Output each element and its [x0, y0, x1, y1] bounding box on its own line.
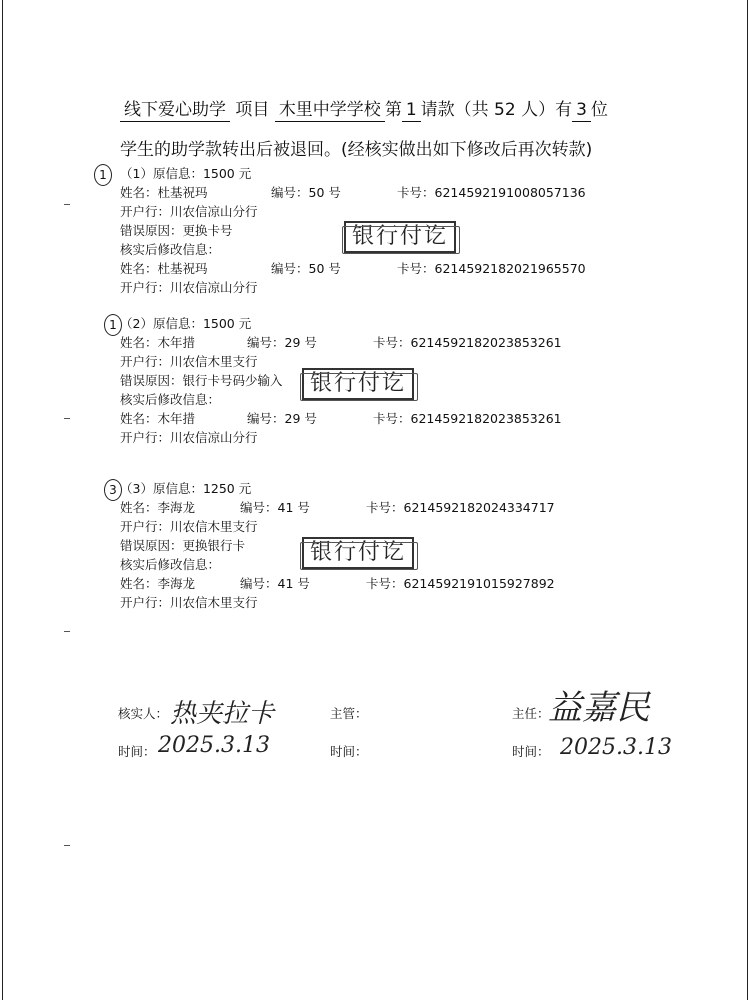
- left-edge-line: [2, 0, 3, 1000]
- bank-label: 开户行：: [120, 595, 171, 610]
- right-edge-line: [747, 0, 748, 1000]
- name-label: 姓名：: [120, 335, 158, 350]
- new-card-value: 6214592182023853261: [410, 411, 562, 426]
- name-label: 姓名：: [120, 261, 158, 276]
- director-label: 主任：: [512, 706, 550, 721]
- after-verify-label: 核实后修改信息：: [120, 242, 221, 257]
- bank-label: 开户行：: [120, 354, 171, 369]
- verifier-signature: 热夹拉卡: [170, 699, 275, 729]
- returned-count: 3: [572, 100, 591, 122]
- margin-dash: [64, 845, 70, 846]
- bank-row: [120, 517, 258, 535]
- unit-word: 位: [590, 100, 608, 120]
- new-number-value: 29 号: [284, 411, 317, 426]
- number-label: 编号：: [240, 500, 278, 515]
- bank-paid-stamp: 银行付讫: [302, 368, 414, 400]
- name-value: 木年措: [157, 335, 196, 350]
- name-row: [120, 498, 195, 516]
- number-value: 50 号: [308, 185, 341, 200]
- bank-row: [120, 202, 258, 220]
- number-label: 编号：: [271, 185, 309, 200]
- card-label: 卡号：: [366, 576, 404, 591]
- nth-prefix: 第: [384, 100, 402, 120]
- reason-row: [120, 371, 283, 389]
- bank-value: 川农信木里支行: [170, 354, 258, 369]
- margin-dash: [64, 204, 70, 205]
- number-label: 编号：: [240, 576, 278, 591]
- new-name-row: [120, 259, 208, 277]
- supervisor-time-label: 时间：: [330, 744, 368, 759]
- batch-number: 1: [402, 100, 421, 122]
- new-card-field: [366, 574, 555, 592]
- handwritten-circled-number: 1: [104, 314, 122, 336]
- new-number-value: 50 号: [308, 261, 341, 276]
- number-field: [271, 183, 341, 201]
- reason-row: [120, 221, 233, 239]
- bank-value: 川农信凉山分行: [170, 204, 258, 219]
- reason-label: 错误原因：: [120, 223, 183, 238]
- number-value: 29 号: [284, 335, 317, 350]
- name-label: 姓名：: [120, 185, 158, 200]
- project-word: 项目: [235, 100, 270, 120]
- name-value: 李海龙: [157, 500, 196, 515]
- number-field: [240, 498, 310, 516]
- name-label: 姓名：: [120, 576, 158, 591]
- new-name-value: 杜基祝玛: [157, 261, 208, 276]
- new-number-field: [240, 574, 310, 592]
- card-field: [366, 498, 555, 516]
- record-title: （1）原信息：1500 元: [120, 166, 252, 181]
- bank-value: 川农信木里支行: [170, 519, 258, 534]
- new-name-row: [120, 409, 195, 427]
- name-row: [120, 333, 195, 351]
- program-name: 线下爱心助学: [120, 100, 230, 122]
- school-name: 木里中学学校: [275, 100, 385, 122]
- number-label: 编号：: [247, 411, 285, 426]
- new-bank-value: 川农信凉山分行: [170, 430, 258, 445]
- after-verify-label: 核实后修改信息：: [120, 557, 221, 572]
- number-label: 编号：: [247, 335, 285, 350]
- record-title: （2）原信息：1500 元: [120, 316, 252, 331]
- card-value: 6214592191008057136: [434, 185, 586, 200]
- new-name-value: 木年措: [157, 411, 196, 426]
- new-bank-value: 川农信木里支行: [170, 595, 258, 610]
- new-card-field: [397, 259, 586, 277]
- reason-row: [120, 536, 245, 554]
- reason-label: 错误原因：: [120, 538, 183, 553]
- new-card-value: 6214592191015927892: [403, 576, 555, 591]
- reason-label: 错误原因：: [120, 373, 183, 388]
- card-label: 卡号：: [373, 335, 411, 350]
- bank-label: 开户行：: [120, 519, 171, 534]
- bank-row: [120, 352, 258, 370]
- card-label: 卡号：: [373, 411, 411, 426]
- card-label: 卡号：: [397, 185, 435, 200]
- new-name-row: [120, 574, 195, 592]
- director-signature: 益嘉民: [548, 688, 650, 728]
- card-label: 卡号：: [366, 500, 404, 515]
- handwritten-circled-number: 3: [104, 479, 122, 501]
- name-label: 姓名：: [120, 411, 158, 426]
- new-bank-row: [120, 428, 258, 446]
- supervisor-label: 主管：: [330, 706, 368, 721]
- name-value: 杜基祝玛: [157, 185, 208, 200]
- after-verify-label: 核实后修改信息：: [120, 392, 221, 407]
- bank-paid-stamp: 银行付讫: [302, 537, 414, 569]
- header-line-2: 学生的助学款转出后被退回。(经核实做出如下修改后再次转款): [120, 140, 593, 160]
- number-label: 编号：: [271, 261, 309, 276]
- bank-label: 开户行：: [120, 280, 171, 295]
- handwritten-circled-number: 1: [94, 164, 112, 186]
- number-value: 41 号: [277, 500, 310, 515]
- director-time-label: 时间：: [512, 744, 550, 759]
- reason-value: 更换卡号: [182, 223, 233, 238]
- new-number-field: [271, 259, 341, 277]
- bank-label: 开户行：: [120, 430, 171, 445]
- director-date: 2025.3.13: [560, 735, 672, 760]
- verifier-date: 2025.3.13: [158, 733, 270, 758]
- verifier-label: 核实人：: [118, 706, 169, 721]
- reason-value: 更换银行卡: [182, 538, 246, 553]
- verifier-time-label: 时间：: [118, 744, 156, 759]
- new-name-value: 李海龙: [157, 576, 196, 591]
- margin-dash: [64, 418, 70, 419]
- number-field: [247, 333, 317, 351]
- new-card-value: 6214592182021965570: [434, 261, 586, 276]
- new-number-field: [247, 409, 317, 427]
- margin-dash: [64, 631, 70, 632]
- bank-label: 开户行：: [120, 204, 171, 219]
- name-row: [120, 183, 208, 201]
- name-label: 姓名：: [120, 500, 158, 515]
- new-bank-row: [120, 593, 258, 611]
- reason-value: 银行卡号码少输入: [182, 373, 283, 388]
- card-field: [373, 333, 562, 351]
- card-value: 6214592182024334717: [403, 500, 555, 515]
- new-bank-row: [120, 278, 258, 296]
- new-card-field: [373, 409, 562, 427]
- card-field: [397, 183, 586, 201]
- card-label: 卡号：: [397, 261, 435, 276]
- new-number-value: 41 号: [277, 576, 310, 591]
- header-line-1: [120, 95, 608, 120]
- request-text: 请款（共 52 人）有: [420, 100, 573, 120]
- bank-paid-stamp: 银行付讫: [344, 221, 456, 253]
- new-bank-value: 川农信凉山分行: [170, 280, 258, 295]
- record-title: （3）原信息：1250 元: [120, 481, 252, 496]
- card-value: 6214592182023853261: [410, 335, 562, 350]
